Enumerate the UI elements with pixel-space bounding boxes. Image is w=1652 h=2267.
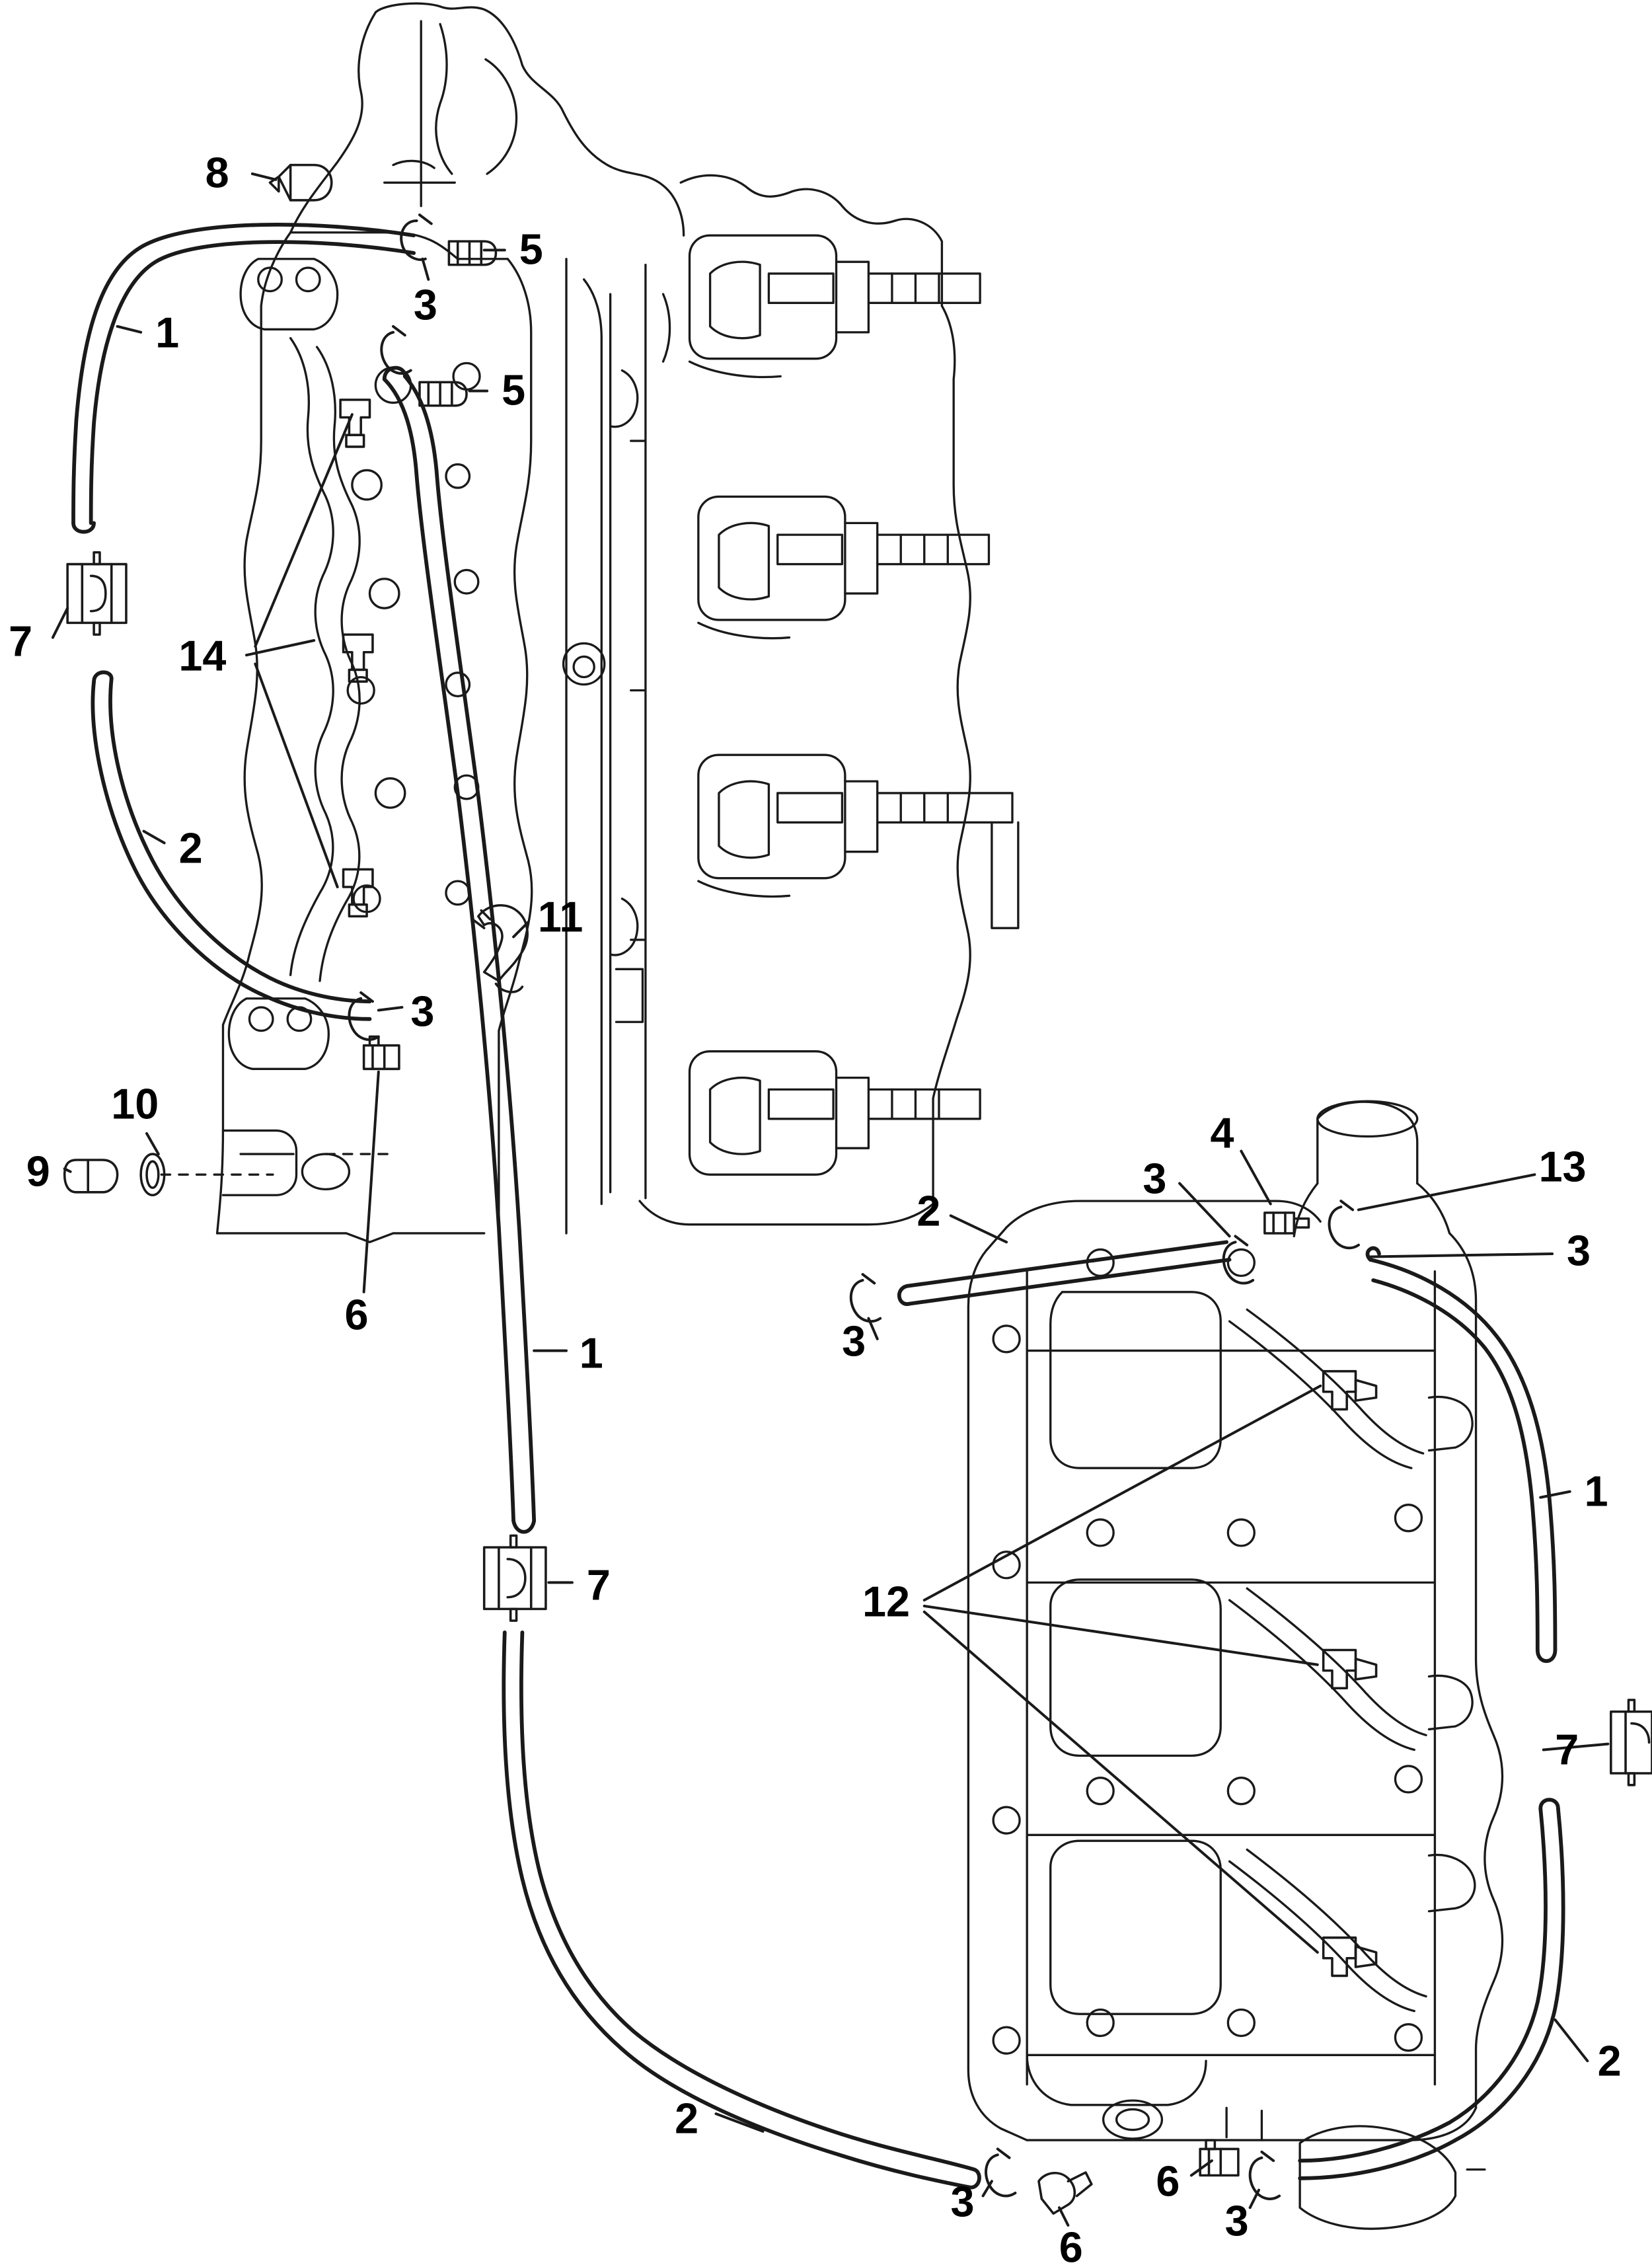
part-12-screw-a bbox=[1324, 1371, 1376, 1410]
hose-2-lower bbox=[504, 1633, 979, 2188]
hose-1-right bbox=[1368, 1248, 1556, 1661]
callout-3c: 3 bbox=[1143, 1154, 1167, 1203]
part-6-clamp-left bbox=[364, 1036, 399, 1069]
callout-1c: 1 bbox=[1584, 1467, 1608, 1516]
callout-7b: 7 bbox=[586, 1560, 611, 1609]
part-7-connector-center bbox=[484, 1535, 546, 1621]
hose-1-center-long bbox=[385, 365, 534, 1532]
callout-3a: 3 bbox=[413, 280, 437, 329]
part-3-clamp-bottom-right bbox=[1250, 2152, 1279, 2199]
callout-6b: 6 bbox=[1156, 2157, 1180, 2206]
part-14-screw-b bbox=[344, 634, 373, 681]
callout-1b: 1 bbox=[579, 1328, 603, 1377]
callout-3b: 3 bbox=[410, 987, 435, 1036]
part-6-clamp-right bbox=[1200, 2140, 1238, 2175]
callout-12: 12 bbox=[862, 1577, 911, 1626]
part-4-fitting bbox=[1265, 1213, 1309, 1233]
callout-10: 10 bbox=[111, 1079, 159, 1128]
part-3-clamp-right-b bbox=[851, 1274, 880, 1321]
callout-8: 8 bbox=[205, 148, 229, 197]
part-3-clamp-bottom-left bbox=[986, 2149, 1015, 2196]
callout-7c: 7 bbox=[1555, 1725, 1579, 1774]
callout-2d: 2 bbox=[675, 2094, 699, 2143]
adapter-housing-right bbox=[968, 1101, 1502, 2229]
part-12-screw-b bbox=[1324, 1650, 1376, 1689]
part-9-fitting bbox=[65, 1160, 118, 1192]
part-6-elbow-bottom bbox=[1039, 2172, 1092, 2213]
part-11-elbow bbox=[472, 905, 527, 992]
callout-1a: 1 bbox=[155, 308, 180, 357]
callout-5a: 5 bbox=[519, 225, 543, 274]
callout-3d: 3 bbox=[1566, 1226, 1591, 1275]
callout-3f: 3 bbox=[950, 2177, 975, 2226]
callout-9: 9 bbox=[26, 1147, 50, 1196]
hose-1-upper-left bbox=[73, 225, 414, 532]
callout-2c: 2 bbox=[1597, 2036, 1622, 2085]
callout-13: 13 bbox=[1538, 1142, 1587, 1191]
callout-11: 11 bbox=[537, 893, 583, 942]
callout-3e: 3 bbox=[842, 1317, 866, 1366]
callout-5b: 5 bbox=[502, 365, 526, 414]
callout-7a: 7 bbox=[9, 617, 33, 666]
callout-2a: 2 bbox=[178, 824, 203, 872]
callout-4: 4 bbox=[1210, 1108, 1234, 1157]
part-5-clamp-a bbox=[449, 241, 496, 265]
callout-6c: 6 bbox=[1059, 2223, 1083, 2267]
hose-2-right-bottom bbox=[1300, 1800, 1563, 2178]
callout-14: 14 bbox=[178, 631, 227, 680]
part-7-connector-left bbox=[67, 553, 126, 634]
callout-2b: 2 bbox=[917, 1186, 941, 1235]
part-5-clamp-b bbox=[420, 382, 467, 406]
callout-6a: 6 bbox=[344, 1291, 369, 1340]
part-3-clamp-a bbox=[401, 215, 432, 260]
part-7-connector-right bbox=[1611, 1700, 1652, 1785]
leader-lines bbox=[53, 174, 1608, 2225]
hose-2-right-top bbox=[899, 1242, 1230, 1304]
part-13-clamp bbox=[1330, 1201, 1359, 1248]
part-14-screw-a bbox=[340, 400, 369, 447]
callout-3g: 3 bbox=[1224, 2196, 1249, 2245]
